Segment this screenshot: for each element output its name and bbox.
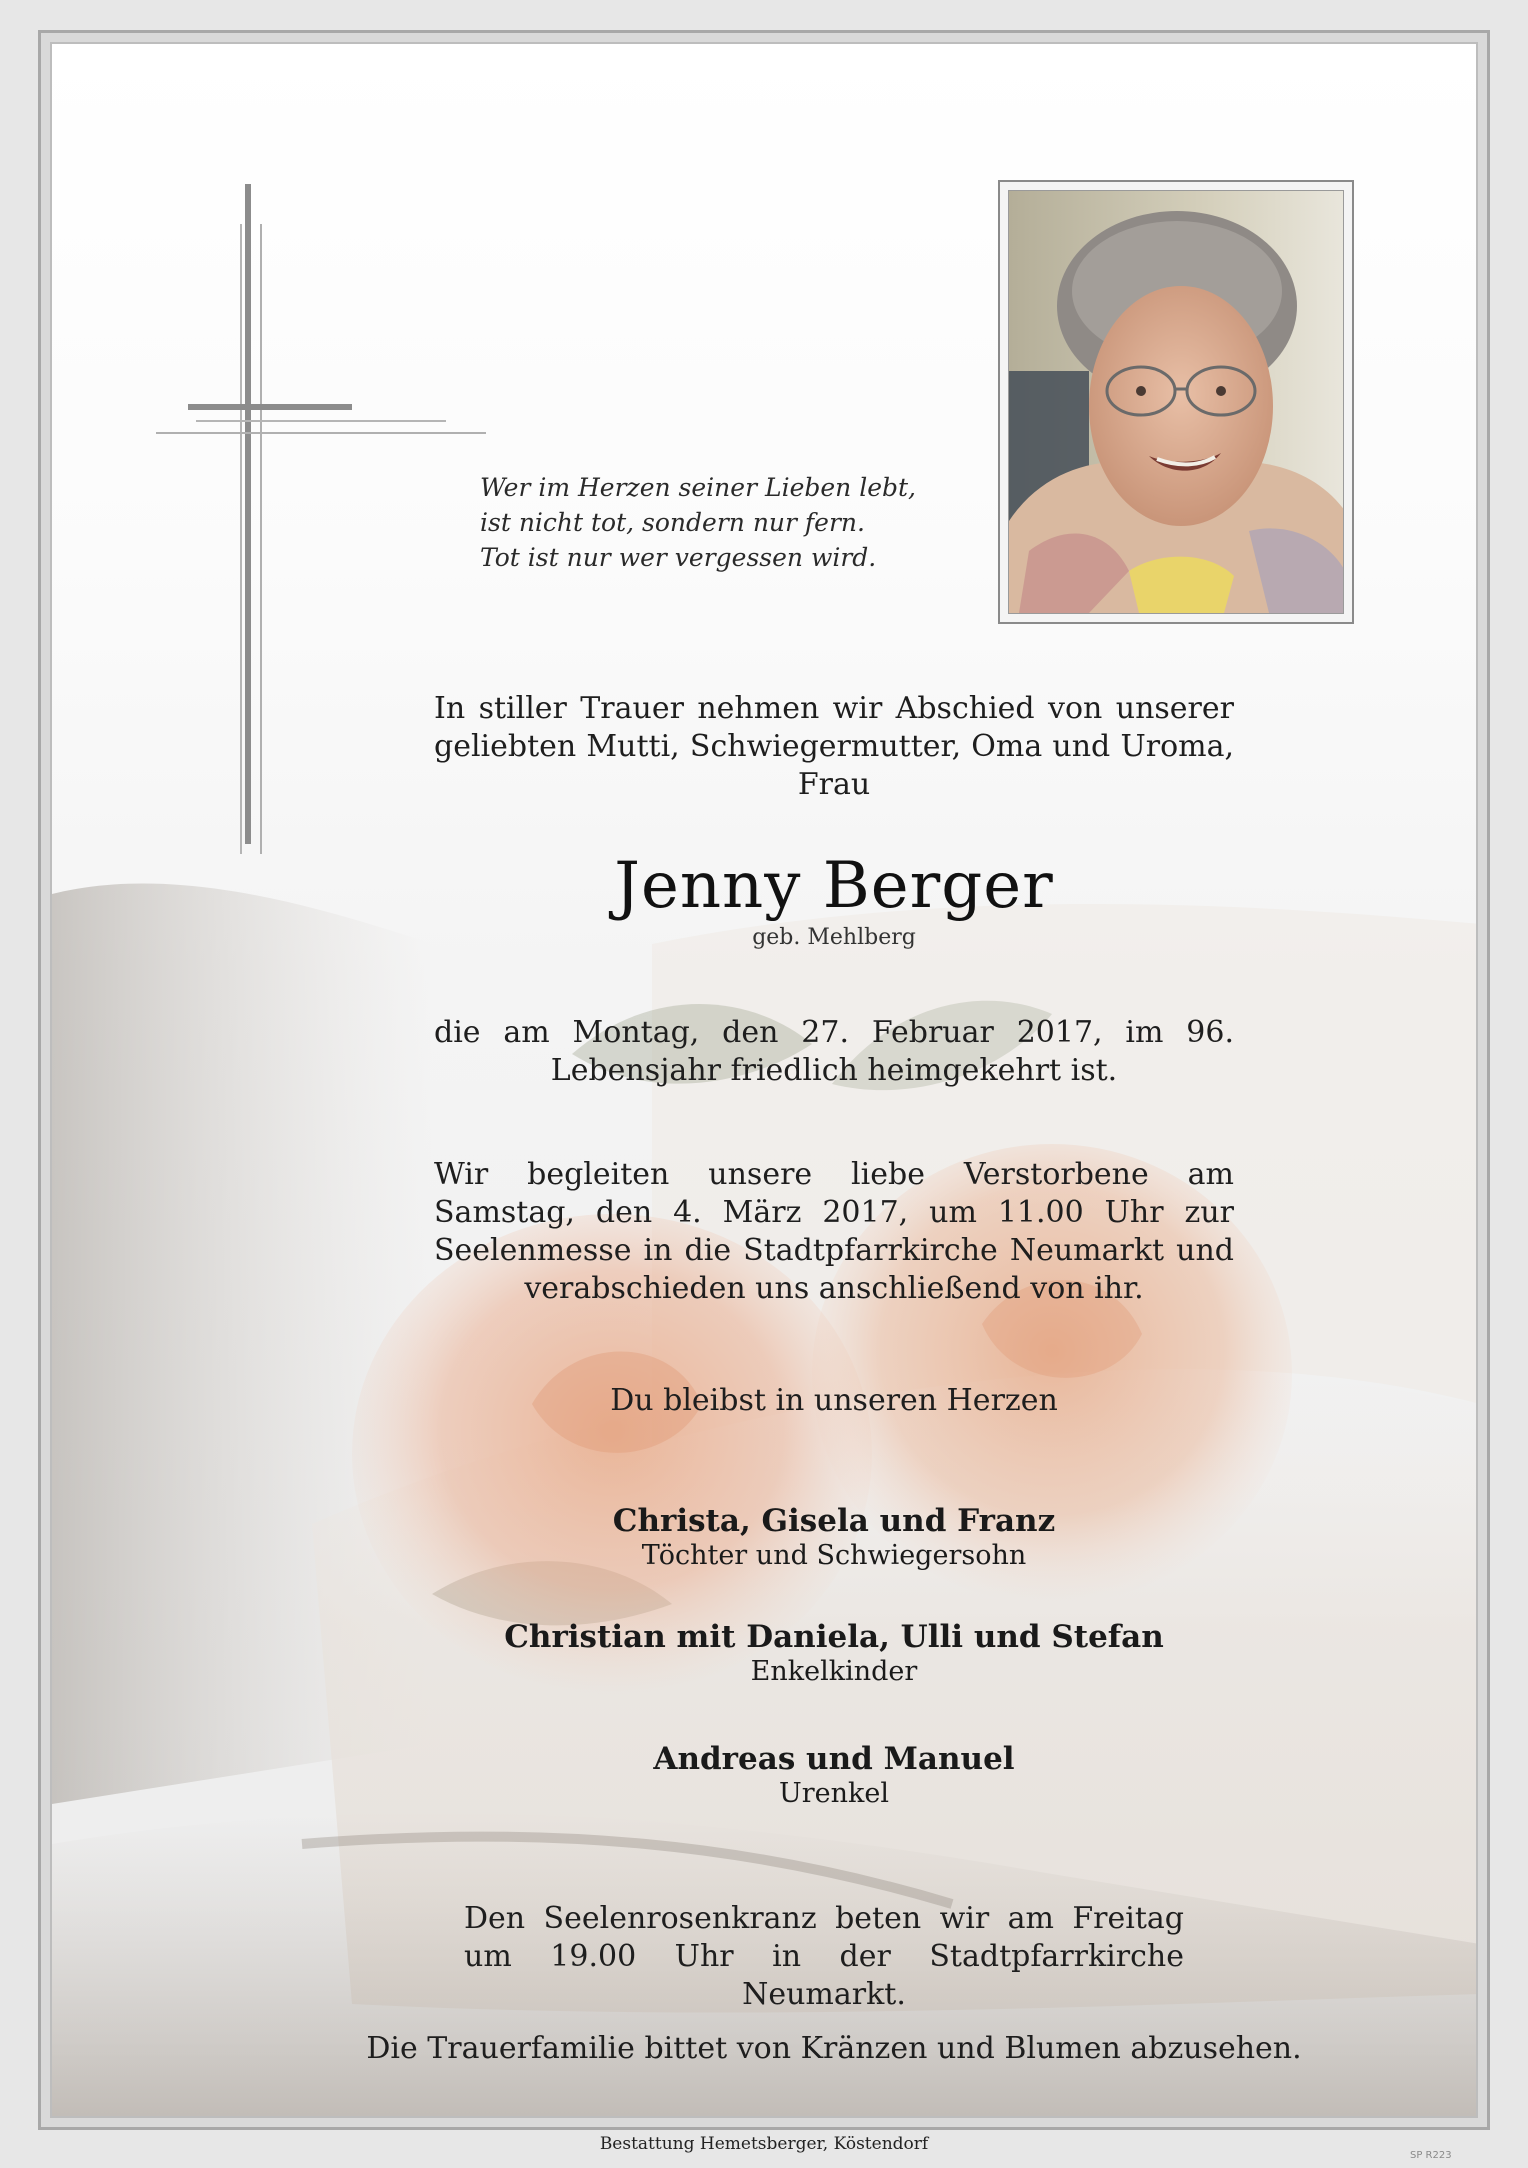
quote-line: Wer im Herzen seiner Lieben lebt, [480,473,916,502]
mourner-group [234,1618,1434,1688]
memorial-quote [480,470,1000,575]
remembrance-line: Du bleibst in unseren Herzen [610,1383,1058,1418]
mourner-role: Töchter und Schwiegersohn [641,1540,1027,1571]
funeral-details: Wir begleiten unsere liebe Verstorbene am Samstag, den 4. März 2017, um 11.00 Uhr zur Seelenmesse in die Stadtpfarrkirche Neumarkt und verabschieden uns anschließend von ihr. [434,1157,1234,1306]
mourner-names: Christa, Gisela und Franz [612,1503,1056,1539]
mourner-group [234,1502,1434,1572]
template-code: SP R223 [1410,2150,1452,2161]
portrait-photo [998,180,1354,624]
death-notice: die am Montag, den 27. Februar 2017, im 96. Lebensjahr friedlich heimgekehrt ist. [434,1015,1234,1088]
quote-line: Tot ist nur wer vergessen wird. [480,543,877,572]
notice-card [50,42,1478,2118]
mourner-role: Urenkel [778,1778,889,1809]
mourner-group [234,1740,1434,1810]
mourner-role: Enkelkinder [750,1656,918,1687]
funeral-home-credit: Bestattung Hemetsberger, Köstendorf [599,2134,929,2154]
rosary-notice: Den Seelenrosenkranz beten wir am Freitag um 19.00 Uhr in der Stadtpfarrkirche Neumarkt. [464,1901,1184,2012]
quote-line: ist nicht tot, sondern nur fern. [480,508,865,537]
maiden-name: geb. Mehlberg [752,925,916,950]
mourner-names: Christian mit Daniela, Ulli und Stefan [504,1619,1164,1655]
deceased-name: Jenny Berger [614,849,1054,923]
mourner-names: Andreas und Manuel [653,1741,1015,1777]
intro-text: In stiller Trauer nehmen wir Abschied von unserer geliebten Mutti, Schwiegermutter, Oma und Uroma, Frau [434,691,1234,802]
portrait-image [1009,191,1344,613]
flowers-request: Die Trauerfamilie bittet von Kränzen und Blumen abzusehen. [366,2031,1302,2066]
